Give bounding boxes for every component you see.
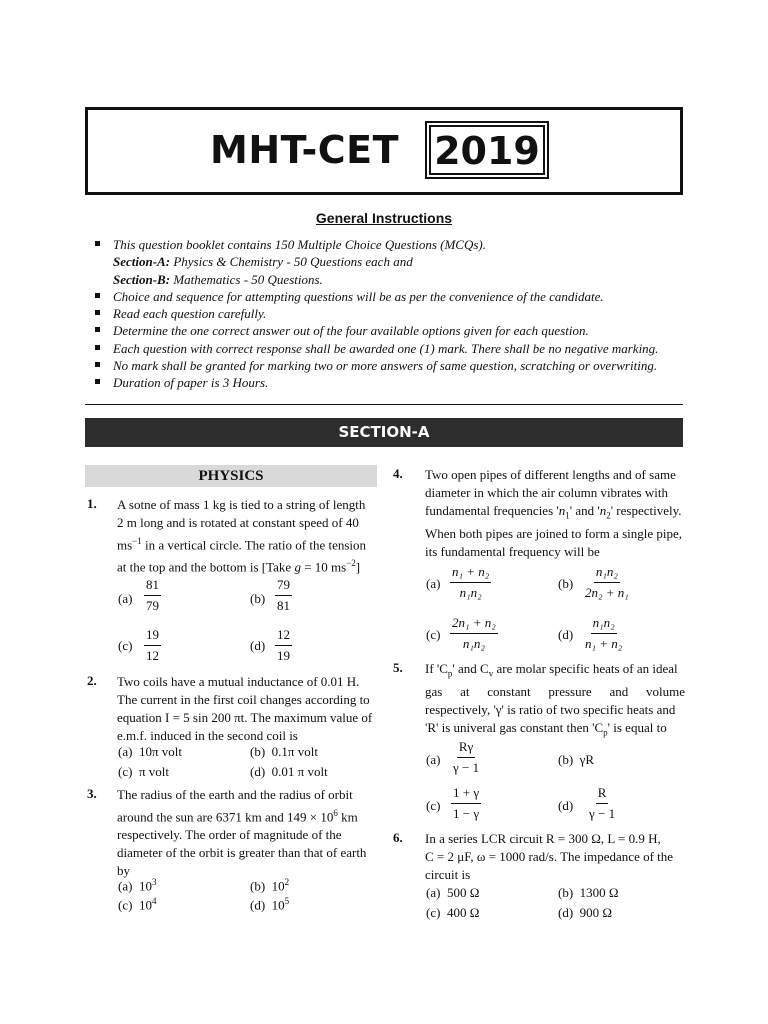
option: (a) 500 Ω bbox=[426, 885, 480, 900]
option-label: (a) bbox=[426, 576, 441, 591]
question-2-text: Two coils have a mutual inductance of 0.01 H. The current in the first coil changes according to equation I = 5 sin 200 πt. The maximum value of e.m.f. induced in the second coil is bbox=[117, 674, 373, 743]
divider bbox=[85, 404, 683, 405]
option-label: (d) bbox=[250, 638, 266, 653]
instruction-item bbox=[92, 322, 692, 339]
question-number: 3. bbox=[87, 786, 97, 801]
instruction-item bbox=[92, 374, 692, 391]
option: (b) 0.1π volt bbox=[250, 744, 318, 759]
option: (b) $10^2$ bbox=[250, 877, 290, 894]
option-fraction: $\frac{\text{n₁n₂}}{\text{2n₂ + n₁}}$ bbox=[585, 564, 629, 600]
option-fraction: $\frac{R\gamma}{\gamma - 1}$ bbox=[453, 739, 480, 775]
option-label: (c) bbox=[426, 627, 441, 642]
option: (b) 1300 Ω bbox=[558, 885, 619, 900]
option-label: (b) bbox=[558, 576, 574, 591]
option-label: (c) bbox=[118, 638, 133, 653]
option-label: (b) bbox=[250, 591, 266, 606]
option: (d) 900 Ω bbox=[558, 905, 613, 920]
instruction-text: Determine the one correct answer out of the four available options given for each question. bbox=[113, 323, 589, 339]
option-fraction: $\frac{\text{n₁n₂}}{\text{n₁ + n₂}}$ bbox=[585, 615, 623, 651]
question-6-text: In a series LCR circuit R = 300 Ω, L = 0.9 H, C = 2 μF, ω = 1000 rad/s. The impedance of the circuit is bbox=[425, 831, 674, 882]
option-fraction: $\frac{\text{n₁ + n₂}}{\text{n₁n₂}}$ bbox=[452, 564, 490, 600]
question-number: 5. bbox=[393, 660, 403, 675]
instruction-text: No mark shall be granted for marking two or more answers of same question, scratching or overwriting. bbox=[113, 358, 658, 374]
option-label: (a) bbox=[118, 591, 133, 606]
subject-header: PHYSICS bbox=[85, 465, 377, 487]
section-label: Section-A: bbox=[113, 254, 171, 270]
option-label: (d) bbox=[558, 627, 574, 642]
question-3-text: The radius of the earth and the radius of orbit around the sun are 6371 km and $149 \times 10^6$ km respectively. The order of magnitude of the diameter of the orbit is greater than that of earth by bbox=[117, 787, 367, 879]
instruction-item bbox=[92, 340, 692, 357]
instruction-text: Physics & Chemistry - 50 Questions each and bbox=[170, 254, 413, 270]
option-fraction: $\frac{1 + \gamma}{1 - \gamma}$ bbox=[453, 785, 480, 821]
option-fraction: $\frac{79}{81}$ bbox=[277, 577, 290, 613]
option: (a) 10π volt bbox=[118, 744, 182, 759]
question-4-text: Two open pipes of different lengths and of same diameter in which the air column vibrates with fundamental frequencies '$n_1$' and '$n_2$' respectively. When both pipes are joined to form a single pipe, its fundamental frequency will be bbox=[425, 467, 683, 559]
question-1-text: A sotne of mass 1 kg is tied to a string of length 2 m long and is rotated at constant speed of 40 $ms^{-1}$ in a vertical circle. The ratio of the tension at the top and the bottom is [Take g = 10 $ms^{-2}$] bbox=[117, 497, 367, 575]
instruction-text: Duration of paper is 3 Hours. bbox=[113, 375, 269, 391]
section-header: SECTION-A bbox=[85, 418, 683, 447]
option: (d) 0.01 π volt bbox=[250, 764, 328, 779]
option: (b) γR bbox=[558, 752, 595, 767]
option: (c) π volt bbox=[118, 764, 169, 779]
instruction-item bbox=[92, 357, 692, 374]
question-number: 6. bbox=[393, 830, 403, 845]
question-5-text: If '$C_p$' and $C_v$ are molar specific heats of an ideal gas at constant pressure and volume respectively, 'γ' is ratio of two specific heats and 'R' is univeral gas constant then '$C_p$' is equal to bbox=[425, 661, 685, 738]
option-label: (a) bbox=[426, 752, 441, 767]
general-instructions-title: General Instructions bbox=[315, 210, 453, 226]
option: (c) $10^4$ bbox=[118, 896, 157, 913]
question-number: 1. bbox=[87, 496, 97, 511]
instruction-text: Each question with correct response shall be awarded one (1) mark. There shall be no negative marking. bbox=[113, 340, 659, 356]
option-fraction: $\frac{12}{19}$ bbox=[277, 627, 290, 663]
exam-title: MHT-CET bbox=[210, 128, 399, 172]
instruction-subline bbox=[92, 253, 692, 270]
option-fraction: $\frac{19}{12}$ bbox=[146, 627, 159, 663]
instruction-subline bbox=[92, 271, 692, 288]
option: (d) $10^5$ bbox=[250, 896, 290, 913]
instruction-text: Mathematics - 50 Questions. bbox=[170, 271, 323, 287]
instructions-list bbox=[92, 236, 692, 392]
option: (a) $10^3$ bbox=[118, 877, 157, 894]
instruction-item bbox=[92, 288, 692, 305]
question-number: 4. bbox=[393, 466, 403, 481]
instruction-text: Read each question carefully. bbox=[113, 306, 267, 322]
option-fraction: $\frac{R}{\gamma - 1}$ bbox=[589, 785, 616, 821]
option-label: (c) bbox=[426, 798, 441, 813]
exam-year: 2019 bbox=[429, 125, 545, 175]
question-number: 2. bbox=[87, 673, 97, 688]
instruction-item bbox=[92, 305, 692, 322]
option-fraction: $\frac{81}{79}$ bbox=[146, 577, 159, 613]
option-fraction: $\frac{\text{2n₁ + n₂}}{\text{n₁n₂}}$ bbox=[452, 615, 496, 651]
instruction-item bbox=[92, 236, 692, 253]
instruction-text: Choice and sequence for attempting questions will be as per the convenience of the candidate. bbox=[113, 288, 604, 304]
instruction-text: This question booklet contains 150 Multiple Choice Questions (MCQs). bbox=[113, 237, 486, 252]
option: (c) 400 Ω bbox=[426, 905, 480, 920]
section-label: Section-B: bbox=[113, 271, 171, 287]
option-label: (d) bbox=[558, 798, 574, 813]
